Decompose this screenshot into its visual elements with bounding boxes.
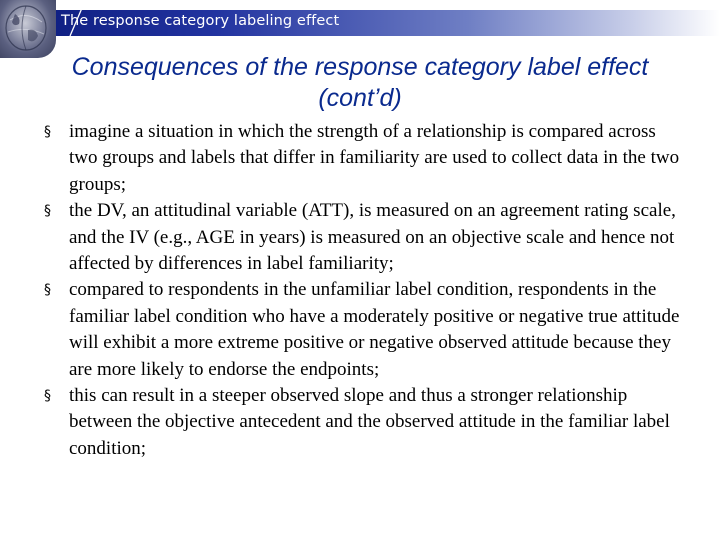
bullet-text: this can result in a steeper observed slope and thus a stronger relationship between the objective antecedent and the observed attitude in the familiar label condition; [69,385,670,459]
header-title: The response category labeling effect [61,13,340,29]
bullet-marker-icon: § [44,124,51,140]
bullet-marker-icon: § [44,388,51,405]
list-item [0,277,720,383]
bullet-marker-icon: § [44,282,51,299]
list-item [0,119,720,198]
bullet-text: imagine a situation in which the strength of a relationship is compared across two groups and labels that differ in familiarity are used to collect data in the two groups; [69,121,680,195]
bullet-text: compared to respondents in the unfamiliar label condition, respondents in the familiar label condition who have a moderately positive or negative true attitude will exhibit a more extreme positive or negative observed attitude because they are more likely to endorse the endpoints; [69,279,680,380]
slide-title: Consequences of the response category label effect (cont’d) [71,53,649,112]
list-item [0,383,720,462]
bullet-marker-icon: § [44,203,51,220]
globe-logo-icon [0,0,56,58]
bullet-list [0,119,720,462]
bullet-text: the DV, an attitudinal variable (ATT), is measured on an agreement rating scale, and the IV (e.g., AGE in years) is measured on an objective scale and hence not affected by differences in label familiarity; [69,200,676,275]
list-item [0,198,720,277]
